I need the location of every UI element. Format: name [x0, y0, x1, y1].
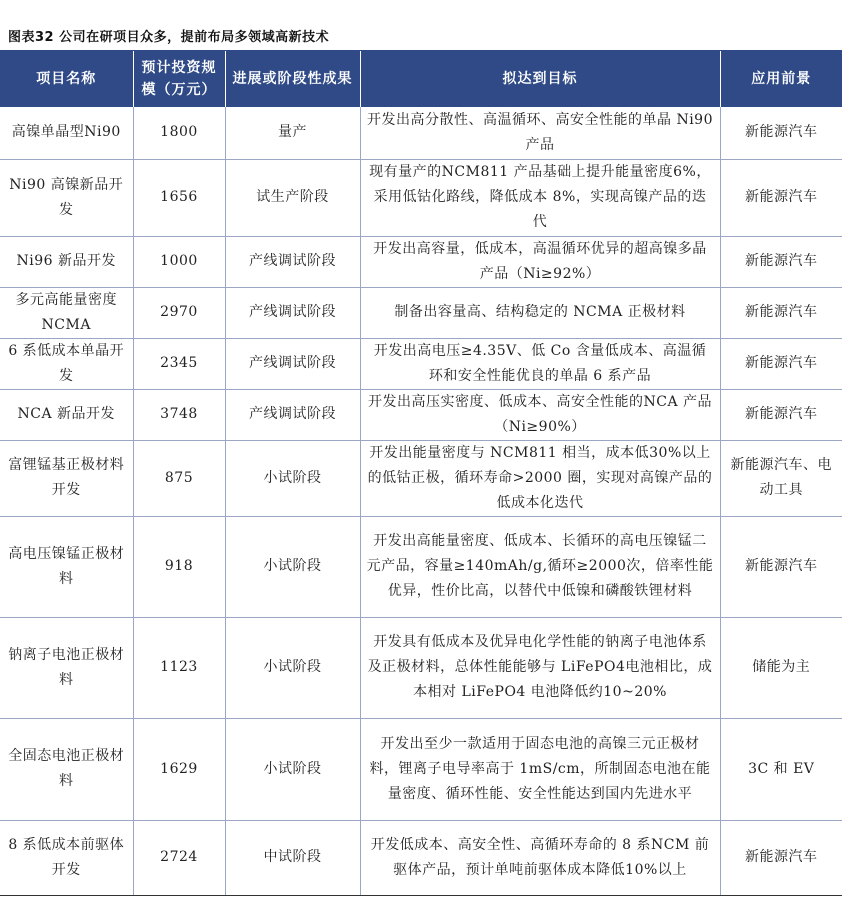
cell-investment-scale: 3748 — [133, 389, 225, 440]
cell-progress-stage: 小试阶段 — [225, 516, 360, 617]
cell-project-name: 全固态电池正极材料 — [0, 718, 133, 820]
cell-project-name: 8 系低成本前驱体开发 — [0, 820, 133, 895]
table-row — [0, 389, 842, 440]
cell-project-name: 高电压镍锰正极材料 — [0, 516, 133, 617]
cell-target-goal: 开发出能量密度与 NCM811 相当，成本低30%以上的低钴正极，循环寿命>2000 圈，实现对高镍产品的低成本化迭代 — [360, 440, 720, 516]
cell-application: 新能源汽车、电动工具 — [720, 440, 842, 516]
cell-progress-stage: 量产 — [225, 107, 360, 159]
cell-investment-scale: 1656 — [133, 159, 225, 236]
header-progress-stage: 进展或阶段性成果 — [225, 51, 360, 107]
cell-application: 新能源汽车 — [720, 287, 842, 338]
cell-application: 新能源汽车 — [720, 236, 842, 287]
header-investment-scale: 预计投资规模（万元） — [133, 51, 225, 107]
cell-progress-stage: 试生产阶段 — [225, 159, 360, 236]
cell-application: 新能源汽车 — [720, 338, 842, 389]
cell-target-goal: 开发出高分散性、高温循环、高安全性能的单晶 Ni90 产品 — [360, 107, 720, 159]
table-row — [0, 159, 842, 236]
table-row — [0, 107, 842, 159]
cell-investment-scale: 2724 — [133, 820, 225, 895]
table-row — [0, 287, 842, 338]
cell-progress-stage: 小试阶段 — [225, 617, 360, 718]
cell-target-goal: 开发出至少一款适用于固态电池的高镍三元正极材料，锂离子电导率高于 1mS/cm，所制固态电池在能量密度、循环性能、安全性能达到国内先进水平 — [360, 718, 720, 820]
table-header-row — [0, 51, 842, 107]
cell-progress-stage: 产线调试阶段 — [225, 236, 360, 287]
cell-target-goal: 开发出高容量，低成本，高温循环优异的超高镍多晶产品（Ni≥92%） — [360, 236, 720, 287]
cell-investment-scale: 1000 — [133, 236, 225, 287]
cell-target-goal: 开发出高能量密度、低成本、长循环的高电压镍锰二元产品，容量≥140mAh/g,循环≥2000次，倍率性能优异，性价比高，以替代中低镍和磷酸铁锂材料 — [360, 516, 720, 617]
table-row — [0, 820, 842, 895]
cell-progress-stage: 产线调试阶段 — [225, 287, 360, 338]
cell-project-name: 高镍单晶型Ni90 — [0, 107, 133, 159]
cell-target-goal: 开发出高压实密度、低成本、高安全性能的NCA 产品（Ni≥90%） — [360, 389, 720, 440]
cell-investment-scale: 1123 — [133, 617, 225, 718]
header-target-goal: 拟达到目标 — [360, 51, 720, 107]
cell-investment-scale: 2345 — [133, 338, 225, 389]
cell-progress-stage: 产线调试阶段 — [225, 338, 360, 389]
table-row — [0, 338, 842, 389]
cell-project-name: 6 系低成本单晶开发 — [0, 338, 133, 389]
cell-target-goal: 开发出高电压≥4.35V、低 Co 含量低成本、高温循环和安全性能优良的单晶 6 系产品 — [360, 338, 720, 389]
cell-investment-scale: 1629 — [133, 718, 225, 820]
cell-project-name: Ni96 新品开发 — [0, 236, 133, 287]
cell-investment-scale: 875 — [133, 440, 225, 516]
header-project-name: 项目名称 — [0, 51, 133, 107]
cell-investment-scale: 918 — [133, 516, 225, 617]
cell-application: 新能源汽车 — [720, 820, 842, 895]
cell-application: 新能源汽车 — [720, 389, 842, 440]
cell-target-goal: 制备出容量高、结构稳定的 NCMA 正极材料 — [360, 287, 720, 338]
cell-project-name: NCA 新品开发 — [0, 389, 133, 440]
cell-progress-stage: 产线调试阶段 — [225, 389, 360, 440]
table-row — [0, 236, 842, 287]
figure-caption: 图表32 公司在研项目众多，提前布局多领域高新技术 — [8, 30, 330, 45]
cell-application: 新能源汽车 — [720, 159, 842, 236]
table-row — [0, 440, 842, 516]
cell-application: 新能源汽车 — [720, 516, 842, 617]
cell-target-goal: 现有量产的NCM811 产品基础上提升能量密度6%，采用低钴化路线，降低成本 8%，实现高镍产品的迭代 — [360, 159, 720, 236]
cell-target-goal: 开发具有低成本及优异电化学性能的钠离子电池体系及正极材料，总体性能能够与 LiFePO4电池相比，成本相对 LiFePO4 电池降低约10~20% — [360, 617, 720, 718]
table-row — [0, 516, 842, 617]
cell-project-name: 多元高能量密度 NCMA — [0, 287, 133, 338]
cell-application: 储能为主 — [720, 617, 842, 718]
cell-progress-stage: 小试阶段 — [225, 718, 360, 820]
cell-application: 新能源汽车 — [720, 107, 842, 159]
rd-projects-table — [0, 51, 842, 896]
header-application: 应用前景 — [720, 51, 842, 107]
cell-project-name: 富锂锰基正极材料开发 — [0, 440, 133, 516]
cell-application: 3C 和 EV — [720, 718, 842, 820]
cell-project-name: 钠离子电池正极材料 — [0, 617, 133, 718]
cell-investment-scale: 1800 — [133, 107, 225, 159]
cell-investment-scale: 2970 — [133, 287, 225, 338]
cell-project-name: Ni90 高镍新品开发 — [0, 159, 133, 236]
cell-target-goal: 开发低成本、高安全性、高循环寿命的 8 系NCM 前驱体产品，预计单吨前驱体成本降低10%以上 — [360, 820, 720, 895]
table-row — [0, 617, 842, 718]
cell-progress-stage: 小试阶段 — [225, 440, 360, 516]
cell-progress-stage: 中试阶段 — [225, 820, 360, 895]
table-row — [0, 718, 842, 820]
